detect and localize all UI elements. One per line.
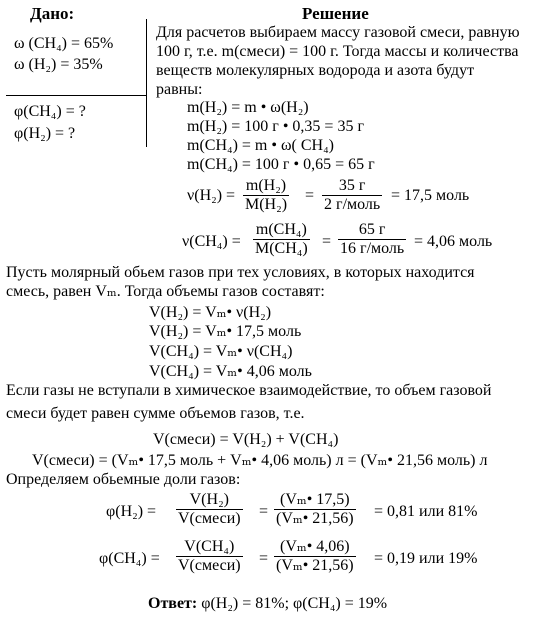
volume-ch4-value: V(CH₄) = Vₘ• 4,06 моль: [149, 363, 312, 380]
answer-value: φ(H₂) = 81%; φ(CH₄) = 19%: [201, 595, 388, 612]
mixture-formula: V(смеси) = V(H₂) + V(CH₄): [153, 431, 339, 448]
nu-ch4-num-1: m(CH₄): [253, 222, 310, 240]
mass-ch4-formula: m(CH₄) = m • ω( CH₄): [187, 137, 334, 154]
intro-line-4: равны:: [156, 81, 203, 98]
phi-ch4-lhs: φ(CH₄) =: [99, 550, 160, 567]
phi-ch4-den-2: (Vₘ• 21,56): [276, 557, 354, 574]
phi-ch4-eq: =: [259, 550, 269, 567]
nu-h2-eq: =: [305, 187, 315, 204]
answer-label: Ответ:: [148, 595, 198, 612]
given-omega-h2: ω (H₂) = 35%: [14, 56, 103, 73]
phi-ch4-num-1: V(CH₄): [176, 539, 243, 557]
phi-ch4-fraction-1: [176, 539, 243, 574]
intro-line-3: веществ молекулярных водорода и азота будут: [156, 62, 475, 79]
solution-heading: Решение: [302, 4, 369, 23]
intro-line-1: Для расчетов выбираем массу газовой смеси, равную: [156, 24, 520, 41]
given-separator: [146, 19, 147, 147]
mixture-intro-2: смеси будет равен сумме объемов газов, т.е.: [6, 405, 305, 422]
phi-h2-eq: =: [259, 503, 269, 520]
intro-line-2: 100 г, т.е. m(смеси) = 100 г. Тогда массы и количества: [156, 43, 519, 60]
nu-ch4-eq: =: [322, 233, 332, 250]
given-heading: Дано:: [30, 4, 75, 23]
nu-ch4-den-1: M(CH₄): [255, 240, 308, 257]
volume-h2-value: V(H₂) = Vₘ• 17,5 моль: [149, 323, 302, 340]
nu-h2-den-2: 2 г/моль: [324, 196, 381, 213]
mass-h2-formula: m(H₂) = m • ω(H₂): [187, 99, 309, 116]
phi-h2-den-1: V(смеси): [178, 510, 241, 527]
answer-line: [148, 596, 387, 612]
nu-h2-result: = 17,5 моль: [391, 187, 470, 204]
nu-h2-num-2: 35 г: [322, 178, 382, 196]
nu-h2-fraction-1: [243, 178, 289, 213]
nu-ch4-lhs: ν(CH₄) =: [182, 233, 241, 250]
nu-h2-num-1: m(H₂): [243, 178, 289, 196]
mixture-value: V(смеси) = (Vₘ• 17,5 моль + Vₘ• 4,06 моль) л = (Vₘ• 21,56 моль) л: [32, 452, 488, 469]
phi-h2-lhs: φ(H₂) =: [106, 503, 157, 520]
find-phi-h2: φ(H₂) = ?: [14, 125, 76, 142]
given-omega-ch4: ω (CH₄) = 65%: [14, 35, 114, 52]
volume-h2-formula: V(H₂) = Vₘ• ν(H₂): [149, 304, 272, 321]
phi-h2-den-2: (Vₘ• 21,56): [276, 510, 354, 527]
phi-ch4-den-1: V(смеси): [178, 557, 241, 574]
phi-ch4-num-2: (Vₘ• 4,06): [274, 539, 356, 557]
mixture-intro-1: Если газы не вступали в химическое взаимодействие, то объем газовой: [6, 382, 492, 399]
volume-intro-2: смесь, равен Vₘ. Тогда объемы газов составят:: [6, 283, 325, 300]
mass-h2-value: m(H₂) = 100 г • 0,35 = 35 г: [187, 118, 365, 135]
nu-ch4-fraction-2: [338, 222, 406, 257]
phi-ch4-result: = 0,19 или 19%: [374, 550, 478, 567]
phi-h2-num-2: (Vₘ• 17,5): [274, 492, 356, 510]
nu-h2-fraction-2: [322, 178, 382, 213]
nu-ch4-den-2: 16 г/моль: [340, 240, 405, 257]
volume-ch4-formula: V(CH₄) = Vₘ• ν(CH₄): [149, 343, 293, 360]
volume-intro-1: Пусть молярный обьем газов при тех условиях, в которых находится: [6, 264, 475, 281]
mass-ch4-value: m(CH₄) = 100 г • 0,65 = 65 г: [187, 156, 375, 173]
nu-ch4-num-2: 65 г: [338, 222, 406, 240]
find-phi-ch4: φ(CH₄) = ?: [14, 103, 86, 120]
nu-ch4-result: = 4,06 моль: [414, 233, 493, 250]
phi-h2-fraction-2: [274, 492, 356, 527]
phi-h2-result: = 0,81 или 81%: [374, 503, 478, 520]
phi-h2-fraction-1: [176, 492, 243, 527]
nu-h2-den-1: M(H₂): [245, 196, 288, 213]
phi-h2-num-1: V(H₂): [176, 492, 243, 510]
given-divider: [6, 95, 146, 96]
nu-ch4-fraction-1: [253, 222, 310, 257]
phi-ch4-fraction-2: [274, 539, 356, 574]
fractions-intro: Определяем обьемные доли газов:: [6, 471, 241, 488]
nu-h2-lhs: ν(H₂) =: [187, 187, 236, 204]
